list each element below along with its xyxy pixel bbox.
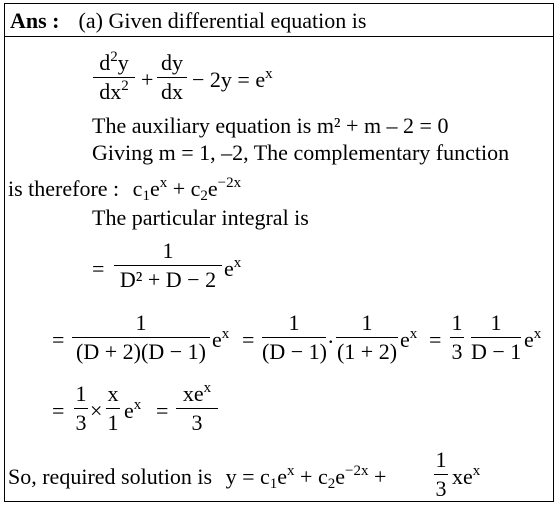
intro-text: Given differential equation is (108, 8, 367, 33)
fraction-x-over-1: x 1 (107, 381, 119, 435)
factored-fraction: 1 (D + 2)(D − 1) (72, 312, 210, 363)
fraction-1-over-d-minus-1: 1 D − 1 (471, 310, 522, 364)
ans-label: Ans : (10, 8, 60, 33)
dot-operator: . (328, 323, 334, 348)
equals-sign: = (429, 327, 442, 352)
roots-line: Giving m = 1, –2, The complementary function (92, 140, 510, 165)
answer-header (10, 10, 366, 32)
exp-term: $e^x$ (400, 326, 418, 352)
equals-sign: = (242, 327, 255, 352)
plus-sign: + (141, 67, 154, 92)
pi-fraction: 1 D² + D − 2 (114, 240, 222, 291)
d2y-dx2-fraction: $d^2y$ $dx^2$ (93, 52, 135, 103)
equals-sign: = (92, 256, 105, 281)
complementary-function: is therefore : $c1e^x + c2e^{-2x}$ (8, 175, 242, 204)
particular-integral-label: The particular integral is (92, 205, 309, 230)
auxiliary-equation: The auxiliary equation is m² + m – 2 = 0 (92, 113, 449, 138)
fraction-xex-over-3: $xe^x$ 3 (176, 383, 218, 434)
fraction-d-minus-1: 1 (D − 1) (262, 310, 327, 364)
fraction-one-third: 1 3 (75, 381, 87, 435)
exp-term: $e^x$ (212, 326, 230, 352)
times-sign: × (90, 398, 103, 423)
fraction-1-plus-2: 1 (1 + 2) (336, 310, 398, 364)
equals-sign: = (52, 398, 65, 423)
exp-term: $e^x$ (524, 326, 542, 352)
equation-rest: − $2y = e^x$ (192, 66, 273, 92)
header-divider (4, 36, 554, 37)
fraction-one-third: 1 3 (435, 447, 447, 501)
exp-term: $e^x$ (224, 255, 242, 281)
xex-term: $xe^x$ (452, 463, 481, 489)
equals-sign: = (156, 398, 169, 423)
dy-dx-fraction: dy dx (157, 52, 187, 103)
fraction-one-third: 1 3 (451, 310, 463, 364)
equals-sign: = (52, 327, 65, 352)
exp-term: $e^x$ (124, 397, 142, 423)
solution-line: So, required solution is $y = c1e^x + c2e^{-2x}$ + (8, 463, 387, 492)
part-label: (a) (78, 8, 103, 33)
